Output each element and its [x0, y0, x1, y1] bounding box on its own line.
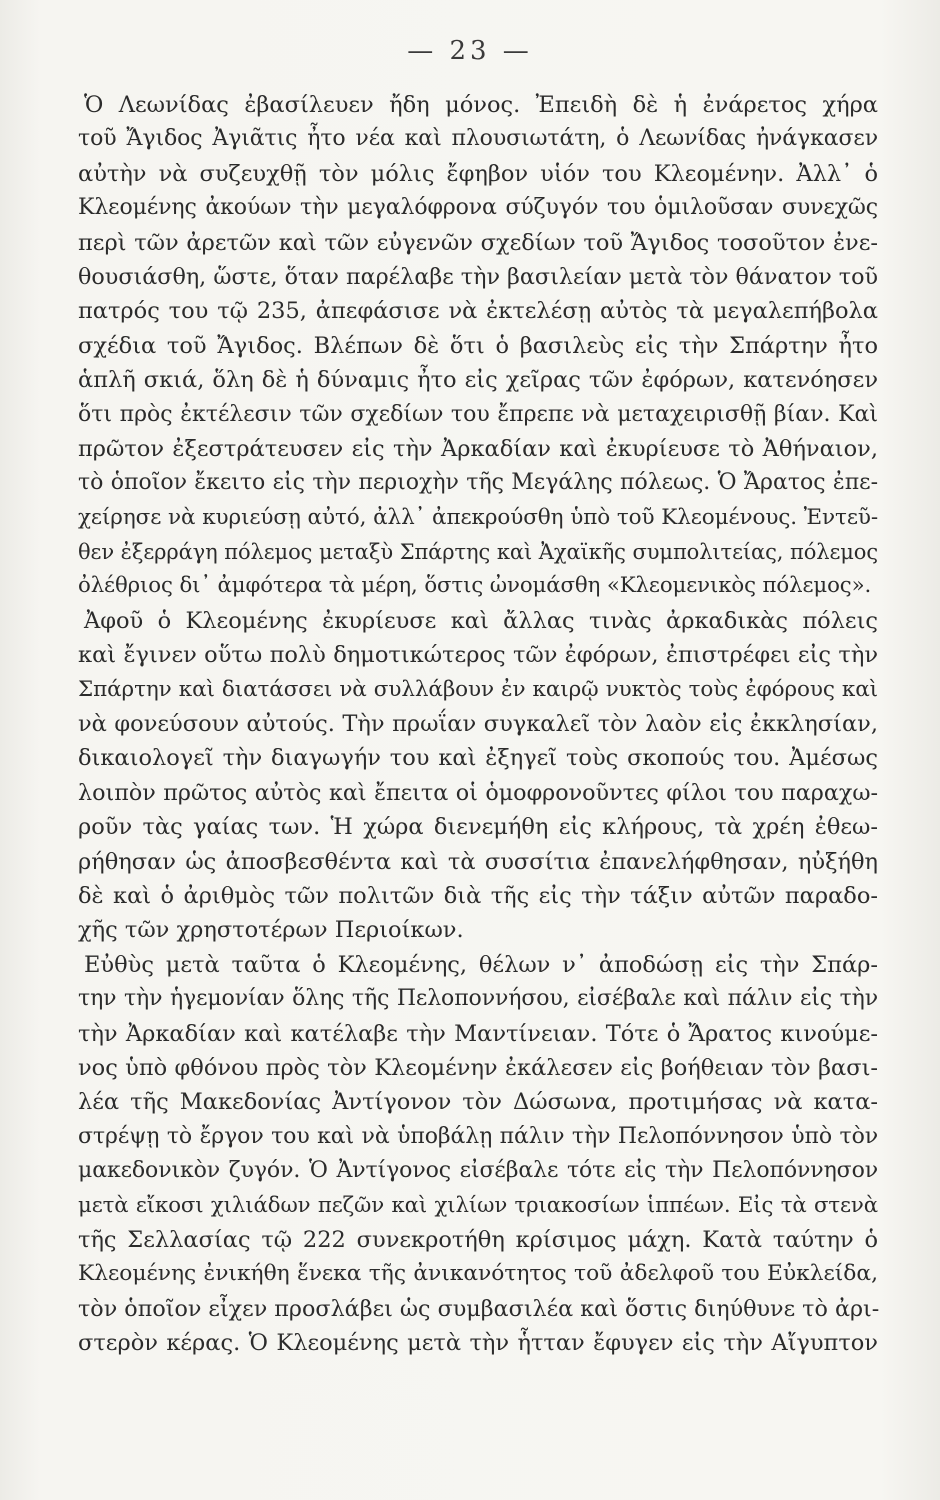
text-line: Ἀφοῦ ὁ Κλεομένης ἐκυρίευσε καὶ ἄλλας τινὰς ἀρκαδικὰς πόλεις — [84, 607, 878, 634]
text-line: Κλεομένης ἀκούων τὴν μεγαλόφρονα σύζυγόν του ὁμιλοῦσαν συνεχῶς — [78, 195, 878, 221]
text-line: μακεδονικὸν ζυγόν. Ὁ Ἀντίγονος εἰσέβαλε τότε εἰς τὴν Πελοπόννησον — [78, 1158, 878, 1184]
page-number: — 23 — — [407, 36, 533, 66]
text-line: τῆς Σελλασίας τῷ 222 συνεκροτήθη κρίσιμος μάχη. Κατὰ ταύτην ὁ — [78, 1226, 878, 1253]
text-line: λοιπὸν πρῶτος αὐτὸς καὶ ἔπειτα οἱ ὁμοφρονοῦντες φίλοι του παραχω- — [78, 779, 878, 806]
text-line: Ὁ Λεωνίδας ἐβασίλευεν ἤδη μόνος. Ἐπειδὴ δὲ ἡ ἐνάρετος χήρα — [84, 92, 878, 118]
text-line: ἁπλῆ σκιά, ὅλη δὲ ἡ δύναμις ἦτο εἰς χεῖρας τῶν ἐφόρων, κατενόησεν — [78, 367, 878, 394]
text-line: χείρησε νὰ κυριεύσῃ αὐτό, ἀλλ᾽ ἀπεκρούσθη ὑπὸ τοῦ Κλεομένους. Ἐντεῦ- — [78, 504, 878, 530]
text-line: Σπάρτην καὶ διατάσσει νὰ συλλάβουν ἐν καιρῷ νυκτὸς τοὺς ἐφόρους καὶ — [78, 676, 878, 702]
text-line: πατρός του τῷ 235, ἀπεφάσισε νὰ ἐκτελέσῃ αὐτὸς τὰ μεγαλεπήβολα — [78, 298, 878, 325]
text-line: τοῦ Ἄγιδος Ἀγιᾶτις ἦτο νέα καὶ πλουσιωτάτη, ὁ Λεωνίδας ἠνάγκασεν — [78, 126, 878, 152]
text-line: Εὐθὺς μετὰ ταῦτα ὁ Κλεομένης, θέλων ν᾽ ἀποδώσῃ εἰς τὴν Σπάρ- — [84, 951, 878, 978]
text-line: στερὸν κέρας. Ὁ Κλεομένης μετὰ τὴν ἧτταν ἔφυγεν εἰς τὴν Αἴγυπτον — [78, 1330, 878, 1357]
text-line: μετὰ εἴκοσι χιλιάδων πεζῶν καὶ χιλίων τριακοσίων ἱππέων. Εἰς τὰ στενὰ — [78, 1192, 878, 1218]
text-line: περὶ τῶν ἀρετῶν καὶ τῶν εὐγενῶν σχεδίων τοῦ Ἄγιδος τοσοῦτον ἐνε- — [78, 229, 878, 256]
text-line: ρήθησαν ὡς ἀποσβεσθέντα καὶ τὰ συσσίτια ἐπανελήφθησαν, ηὐξήθη — [78, 848, 878, 875]
text-line: ροῦν τὰς γαίας των. Ἡ χώρα διενεμήθη εἰς κλήρους, τὰ χρέη ἐθεω- — [78, 814, 878, 841]
text-line: σχέδια τοῦ Ἄγιδος. Βλέπων δὲ ὅτι ὁ βασιλεὺς εἰς τὴν Σπάρτην ἦτο — [78, 332, 878, 359]
text-line: λέα τῆς Μακεδονίας Ἀντίγονον τὸν Δώσωνα, προτιμήσας νὰ κατα- — [78, 1089, 878, 1116]
text-line: καὶ ἔγινεν οὕτω πολὺ δημοτικώτερος τῶν ἐφόρων, ἐπιστρέφει εἰς τὴν — [78, 642, 878, 669]
text-line: χῆς τῶν χρηστοτέρων Περιοίκων. — [78, 917, 464, 944]
text-line: δικαιολογεῖ τὴν διαγωγήν του καὶ ἐξηγεῖ τοὺς σκοπούς του. Ἀμέσως — [78, 745, 878, 772]
text-line: πρῶτον ἐξεστράτευσεν εἰς τὴν Ἀρκαδίαν καὶ ἐκυρίευσε τὸ Ἀθήναιον, — [78, 435, 878, 462]
text-line: ὀλέθριος δι᾽ ἀμφότερα τὰ μέρη, ὅστις ὠνομάσθη «Κλεομενικὸς πόλεμος». — [78, 573, 872, 599]
text-line: τὸ ὁποῖον ἔκειτο εἰς τὴν περιοχὴν τῆς Μεγάλης πόλεως. Ὁ Ἄρατος ἐπε- — [78, 470, 878, 496]
text-line: την τὴν ἡγεμονίαν ὅλης τῆς Πελοποννήσου, εἰσέβαλε καὶ πάλιν εἰς τὴν — [78, 986, 878, 1012]
text-line: αὐτὴν νὰ συζευχθῇ τὸν μόλις ἔφηβον υἱόν του Κλεομένην. Ἀλλ᾽ ὁ — [78, 160, 878, 187]
body-text — [78, 88, 878, 1360]
text-line: ὅτι πρὸς ἐκτέλεσιν τῶν σχεδίων του ἔπρεπε νὰ μεταχειρισθῇ βίαν. Καὶ — [78, 401, 878, 427]
text-line: δὲ καὶ ὁ ἀριθμὸς τῶν πολιτῶν διὰ τῆς εἰς τὴν τάξιν αὐτῶν παραδο- — [78, 882, 878, 909]
text-line: τὸν ὁποῖον εἶχεν προσλάβει ὡς συμβασιλέα καὶ ὅστις διηύθυνε τὸ ἀρι- — [78, 1295, 880, 1322]
text-line: νὰ φονεύσουν αὐτούς. Τὴν πρωΐαν συγκαλεῖ τὸν λαὸν εἰς ἐκκλησίαν, — [78, 711, 878, 738]
text-line: Κλεομένης ἐνικήθη ἕνεκα τῆς ἀνικανότητος τοῦ ἀδελφοῦ του Εὐκλείδα, — [78, 1261, 878, 1287]
text-line: θουσιάσθη, ὥστε, ὅταν παρέλαβε τὴν βασιλείαν μετὰ τὸν θάνατον τοῦ — [78, 263, 879, 290]
text-line: τὴν Ἀρκαδίαν καὶ κατέλαβε τὴν Μαντίνειαν. Τότε ὁ Ἄρατος κινούμε- — [78, 1020, 878, 1047]
text-line: θεν ἐξερράγη πόλεμος μεταξὺ Σπάρτης καὶ Ἀχαϊκῆς συμπολιτείας, πόλεμος — [78, 540, 878, 565]
text-line: στρέψῃ τὸ ἔργον του καὶ νὰ ὑποβάλῃ πάλιν τὴν Πελοπόννησον ὑπὸ τὸν — [78, 1123, 878, 1149]
text-line: νος ὑπὸ φθόνου πρὸς τὸν Κλεομένην ἐκάλεσεν εἰς βοήθειαν τὸν βασι- — [78, 1054, 878, 1081]
